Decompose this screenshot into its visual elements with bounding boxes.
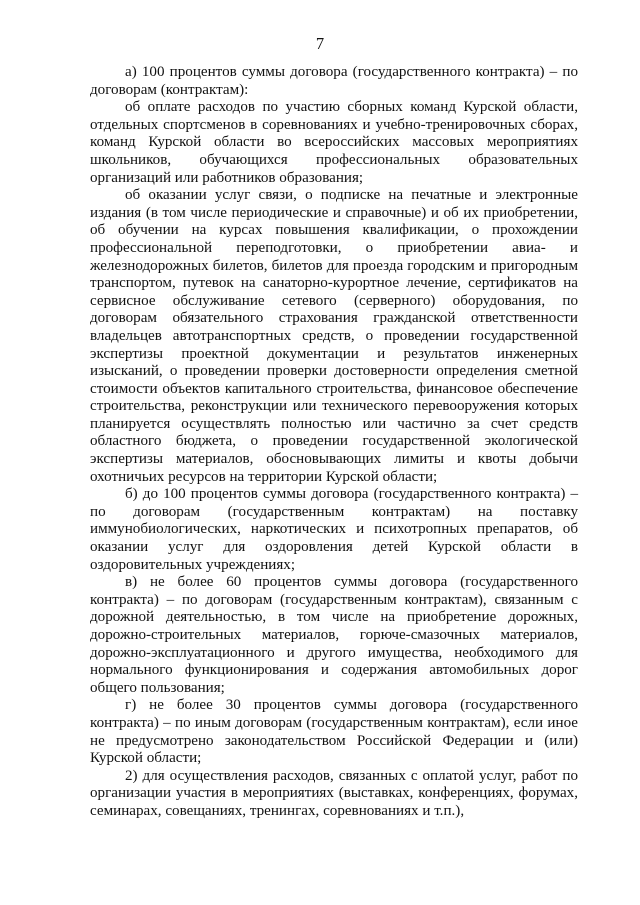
document-body — [90, 64, 578, 821]
paragraph-communication-services: об оказании услуг связи, о подписке на печатные и электронные издания (в том числе периодические и справочные) и об их приобретении, об обучении на курсах повышения квалификации, о прохождении профессиональной переподготовки, о приобретении авиа- и железнодорожных билетов, билетов для проезда городским и пригородным транспортом, путевок на санаторно-курортное лечение, сертификатов на сервисное обслуживание сетевого (серверного) оборудования, по договорам обязательного страхования гражданской ответственности владельцев автотранспортных средств, о проведении государственной экспертизы проектной документации и результатов инженерных изысканий, о проведении проверки достоверности определения сметной стоимости объектов капитального строительства, финансовое обеспечение строительства, реконструкции или технического перевооружения которых планируется осуществлять полностью или частично за счет средств областного бюджета, о проведении государственной экологической экспертизы материалов, обосновывающих лимиты и квоты добычи охотничьих ресурсов на территории Курской области; — [90, 187, 578, 485]
paragraph-2-events: 2) для осуществления расходов, связанных с оплатой услуг, работ по организации участия в мероприятиях (выставках, конференциях, форумах, семинарах, совещаниях, тренингах, соревнованиях и т.п.), — [90, 767, 578, 819]
paragraph-c-road-activity: в) не более 60 процентов суммы договора (государственного контракта) – по договорам (государственным контрактам), связанным с дорожной деятельностью, в том числе на приобретение дорожных, дорожно-строительных материалов, горюче-смазочных материалов, дорожно-эксплуатационного и другого имущества, необходимого для нормального функционирования и содержания автомобильных дорог общего пользования; — [90, 574, 578, 696]
paragraph-sports-teams: об оплате расходов по участию сборных команд Курской области, отдельных спортсменов в соревнованиях и учебно-тренировочных сборах, команд Курской области во всероссийских массовых мероприятиях школьников, обучающихся профессиональных образовательных организаций или работников образования; — [90, 99, 578, 186]
paragraph-b-up-to-100: б) до 100 процентов суммы договора (государственного контракта) – по договорам (государственным контрактам) на поставку иммунобиологических, наркотических и психотропных препаратов, об оказании услуг для оздоровления детей Курской области в оздоровительных учреждениях; — [90, 486, 578, 573]
page-number: 7 — [315, 34, 325, 53]
paragraph-d-other-contracts: г) не более 30 процентов суммы договора (государственного контракта) – по иным договорам (государственным контрактам), если иное не предусмотрено законодательством Российской Федерации и (или) Курской области; — [90, 697, 578, 767]
paragraph-a-full-payment: а) 100 процентов суммы договора (государственного контракта) – по договорам (контрактам): — [90, 64, 578, 98]
